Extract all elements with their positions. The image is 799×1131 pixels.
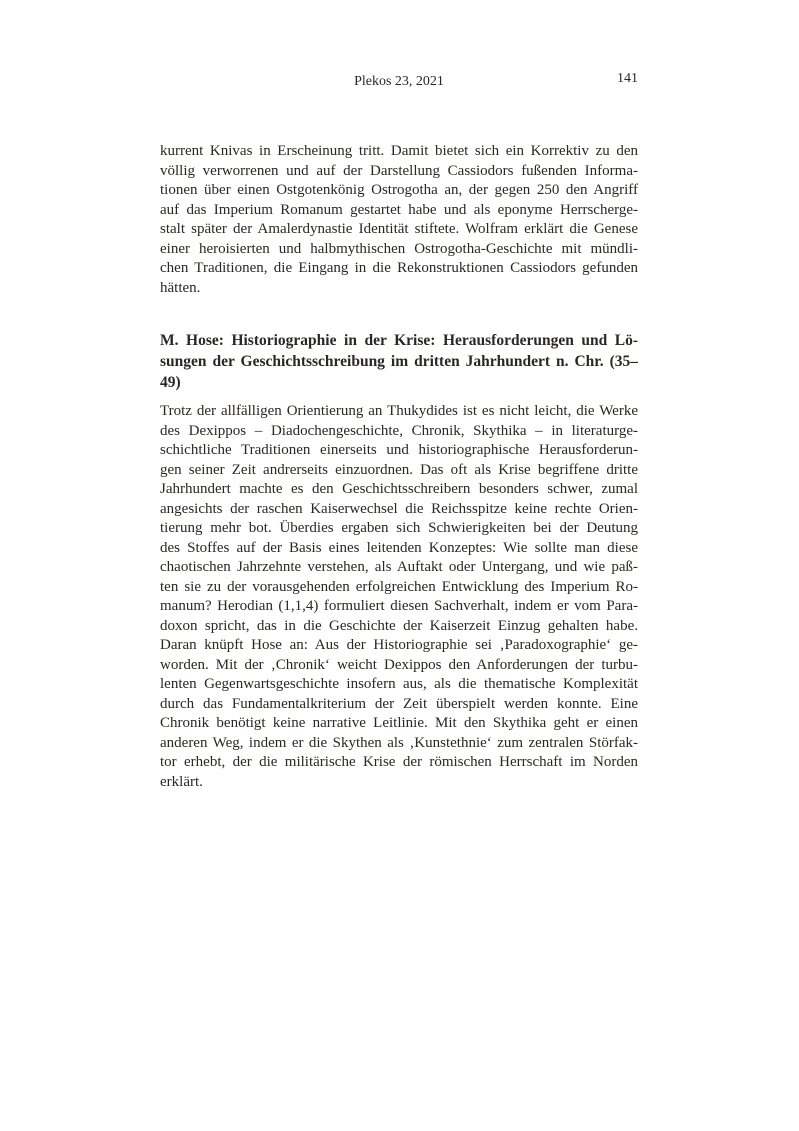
text-line: anderen Weg, indem er die Skythen als ‚Kunstethnie‘ zum zentralen Störfak- <box>160 734 638 751</box>
text-line: tor erhebt, der die militärische Krise der römischen Herrschaft im Norden <box>160 754 638 770</box>
text-line: Trotz der allfälligen Orientierung an Thukydides ist es nicht leicht, die Werke <box>160 403 638 419</box>
page-number: 141 <box>617 71 638 86</box>
text-line: lenten Gegenwartsgeschichte insofern aus, als die thematische Komplexität <box>160 676 638 692</box>
text-line: ten sie zu der vorausgehenden erfolgreichen Entwicklung des Imperium Ro- <box>160 578 638 595</box>
text-line: angesichts der raschen Kaiserwechsel die Reichsspitze keine rechte Orien- <box>160 500 638 517</box>
text-line: gen seiner Zeit andrerseits einzuordnen. Das oft als Krise begriffene dritte <box>160 461 638 478</box>
heading-line: 49) <box>160 374 181 391</box>
heading-line: M. Hose: Historiographie in der Krise: Herausforderungen und Lö- <box>160 332 638 349</box>
text-line: einer heroisierten und halbmythischen Ostrogotha-Geschichte mit mündli- <box>160 240 638 257</box>
text-line: doxon spricht, das in die Geschichte der Kaiserzeit Einzug gehalten habe. <box>160 617 638 634</box>
text-line: tierung mehr bot. Überdies ergaben sich Schwierigkeiten bei der Deutung <box>160 520 638 536</box>
text-line: des Dexippos – Diadochengeschichte, Chronik, Skythika – in literaturge- <box>160 422 638 439</box>
text-line: völlig verworrenen und auf der Darstellung Cassiodors fußenden Informa- <box>160 162 638 179</box>
text-line: worden. Mit der ‚Chronik‘ weicht Dexippos den Anforderungen der turbu- <box>160 656 638 673</box>
text-line: kurrent Knivas in Erscheinung tritt. Damit bietet sich ein Korrektiv zu den <box>160 143 638 159</box>
text-line: chaotischen Jahrzehnte verstehen, als Auftakt oder Untergang, und wie paß- <box>160 559 638 575</box>
text-line: Daran knüpft Hose an: Aus der Historiographie sei ‚Paradoxographie‘ ge- <box>160 637 638 653</box>
text-line: durch das Fundamentalkriterium der Zeit überspielt werden konnte. Eine <box>160 695 638 712</box>
text-line: Jahrhundert machte es den Geschichtsschreibern besonders schwer, zumal <box>160 481 638 497</box>
text-line: manum? Herodian (1,1,4) formuliert diesen Sachverhalt, indem er vom Para- <box>160 598 638 614</box>
text-line: chen Traditionen, die Eingang in die Rekonstruktionen Cassiodors gefunden <box>160 260 638 276</box>
review-paragraph <box>160 402 638 792</box>
heading-line: sungen der Geschichtsschreibung im dritten Jahrhundert n. Chr. (35– <box>160 353 638 370</box>
text-line: hätten. <box>160 279 201 296</box>
journal-running-head: Plekos 23, 2021 <box>354 74 444 89</box>
continuation-paragraph <box>160 142 638 298</box>
text-line: erklärt. <box>160 773 203 790</box>
text-line: auf das Imperium Romanum gestartet habe und als eponyme Herrscherge- <box>160 201 638 218</box>
text-line: tionen über einen Ostgotenkönig Ostrogotha an, der gegen 250 den Angriff <box>160 182 638 198</box>
text-line: Chronik benötigt keine narrative Leitlinie. Mit den Skythika geht er einen <box>160 715 638 731</box>
text-line: schichtliche Traditionen einerseits und historiographische Herausforderun- <box>160 442 638 458</box>
review-section-heading <box>160 330 638 393</box>
text-line: stalt später der Amalerdynastie Identität stiftete. Wolfram erklärt die Genese <box>160 221 638 237</box>
text-line: des Stoffes auf der Basis eines leitenden Konzeptes: Wie sollte man diese <box>160 539 638 556</box>
